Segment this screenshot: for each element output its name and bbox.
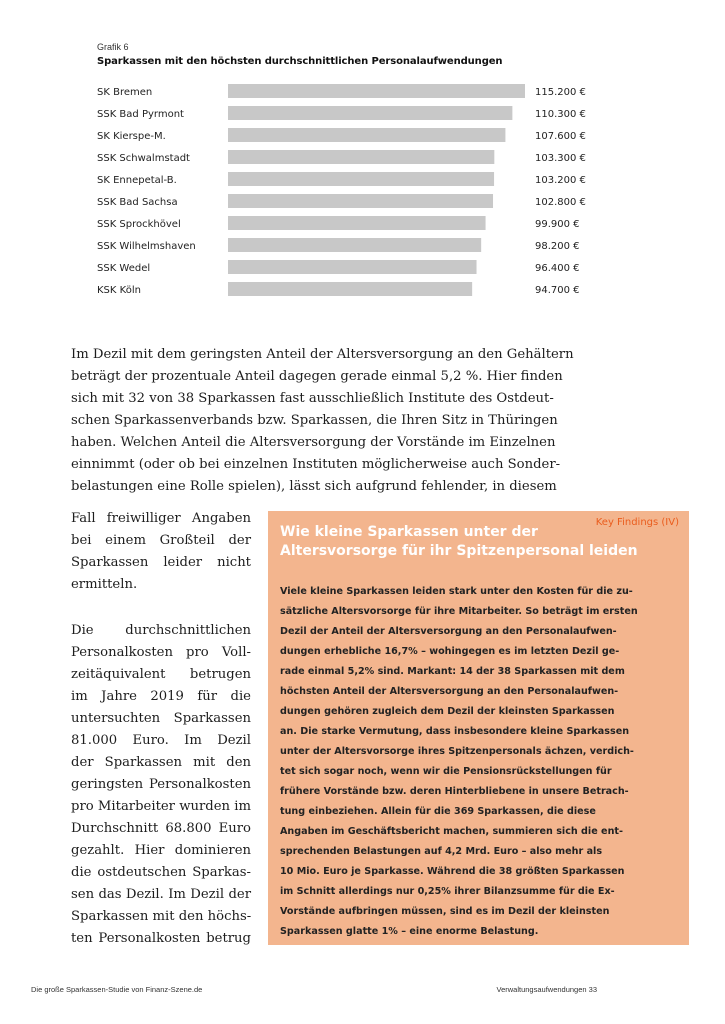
body-line: Sparkassen glatte 1% – eine enorme Belastung. — [280, 926, 539, 937]
value-label: 99.900 € — [535, 219, 580, 230]
bar — [228, 238, 481, 252]
category-label: SSK Wilhelmshaven — [97, 241, 196, 252]
text-line: die ostdeutschen Sparkas- — [71, 865, 251, 880]
bar — [228, 172, 494, 186]
category-label: SSK Sprockhövel — [97, 219, 181, 230]
category-label: SK Ennepetal-B. — [97, 175, 177, 186]
text-line: belastungen eine Rolle spielen), lässt sich aufgrund fehlender, in diesem — [71, 479, 557, 494]
body-line: 10 Mio. Euro je Sparkasse. Während die 38 größten Sparkassen — [280, 866, 625, 877]
bar — [228, 216, 486, 230]
text-line: Fall freiwilliger Angaben — [71, 511, 251, 526]
body-line: tung einbeziehen. Allein für die 369 Sparkassen, die diese — [280, 806, 596, 817]
bar-chart — [90, 80, 610, 310]
paragraph-intro — [71, 344, 581, 498]
bar — [228, 84, 525, 98]
category-label: SSK Bad Sachsa — [97, 197, 178, 208]
value-label: 115.200 € — [535, 87, 586, 98]
body-line: an. Die starke Vermutung, dass insbesondere kleine Sparkassen — [280, 726, 630, 737]
body-line: frühere Vorstände bzw. deren Hinterbliebene in unsere Betrach- — [280, 786, 629, 797]
text-line: Im Dezil mit dem geringsten Anteil der Altersversorgung an den Gehältern — [71, 347, 574, 362]
category-label: SSK Bad Pyrmont — [97, 109, 184, 120]
bar — [228, 194, 493, 208]
category-label: SK Bremen — [97, 87, 153, 98]
heading-line: Wie kleine Sparkassen unter der — [280, 524, 538, 540]
value-label: 98.200 € — [535, 241, 580, 252]
key-findings-box — [268, 511, 689, 945]
footer-section-page: Verwaltungsaufwendungen 33 — [496, 985, 597, 994]
footer-publication: Die große Sparkassen-Studie von Finanz-Szene.de — [31, 985, 203, 994]
text-line: ten Personalkosten betrug — [71, 931, 251, 946]
text-line: einnimmt (oder ob bei einzelnen Instituten möglicherweise auch Sonder- — [71, 457, 561, 472]
text-line: im Jahre 2019 für die — [71, 689, 251, 704]
paragraph-column-2 — [71, 620, 251, 950]
text-line: Die durchschnittlichen — [71, 623, 251, 638]
text-line: zeitäquivalent betrugen — [71, 667, 251, 682]
value-label: 107.600 € — [535, 131, 586, 142]
body-line: sprechenden Belastungen auf 4,2 Mrd. Euro – also mehr als — [280, 846, 603, 857]
text-line: Sparkassen leider nicht — [71, 555, 251, 570]
body-line: dungen erhebliche 16,7% – wohingegen es im letzten Dezil ge- — [280, 646, 620, 657]
text-line: geringsten Personalkosten — [71, 777, 251, 792]
body-line: Viele kleine Sparkassen leiden stark unter den Kosten für die zu- — [280, 586, 633, 597]
text-line: sen das Dezil. Im Dezil der — [71, 887, 251, 902]
body-line: Dezil der Anteil der Altersversorgung an den Personalaufwen- — [280, 626, 617, 637]
text-line: Personalkosten pro Voll- — [71, 645, 251, 660]
text-line: gezahlt. Hier dominieren — [71, 843, 251, 858]
text-line: haben. Welchen Anteil die Altersversorgung der Vorstände im Einzelnen — [71, 435, 556, 450]
key-findings-tag: Key Findings (IV) — [595, 517, 679, 528]
key-findings-text — [280, 582, 638, 942]
category-label: KSK Köln — [97, 285, 141, 296]
figure-label: Grafik 6 — [97, 42, 129, 52]
text-line: untersuchten Sparkassen — [71, 711, 251, 726]
bar — [228, 106, 512, 120]
body-line: tet sich sogar noch, wenn wir die Pensionsrückstellungen für — [280, 766, 612, 777]
body-line: rade einmal 5,2% sind. Markant: 14 der 38 Sparkassen mit dem — [280, 666, 625, 677]
body-line: Vorstände aufbringen müssen, sind es im Dezil der kleinsten — [280, 906, 610, 917]
body-line: unter der Altersvorsorge ihres Spitzenpersonals ächzen, verdich- — [280, 746, 634, 757]
text-line: Sparkassen mit den höchs- — [71, 909, 252, 924]
bar — [228, 282, 472, 296]
text-line: 81.000 Euro. Im Dezil — [71, 733, 251, 748]
text-line: ermitteln. — [71, 577, 138, 592]
heading-line: Altersvorsorge für ihr Spitzenpersonal leiden — [280, 543, 638, 559]
text-line: bei einem Großteil der — [71, 533, 251, 548]
value-label: 94.700 € — [535, 285, 580, 296]
text-line: pro Mitarbeiter wurden im — [71, 799, 251, 814]
body-line: Angaben im Geschäftsbericht machen, summieren sich die ent- — [280, 826, 623, 837]
bar — [228, 128, 505, 142]
value-label: 96.400 € — [535, 263, 580, 274]
text-line: Durchschnitt 68.800 Euro — [71, 821, 251, 836]
text-line: der Sparkassen mit den — [71, 755, 251, 770]
body-line: höchsten Anteil der Altersversorgung an den Personalaufwen- — [280, 686, 619, 697]
bar — [228, 150, 494, 164]
value-label: 110.300 € — [535, 109, 586, 120]
value-label: 103.300 € — [535, 153, 586, 164]
text-line: schen Sparkassenverbands bzw. Sparkassen, die Ihren Sitz in Thüringen — [71, 413, 558, 428]
text-line: sich mit 32 von 38 Sparkassen fast ausschließlich Institute des Ostdeut- — [71, 391, 554, 406]
key-findings-heading — [280, 523, 650, 561]
figure-title: Sparkassen mit den höchsten durchschnittlichen Personalaufwendungen — [97, 56, 503, 67]
bar — [228, 260, 477, 274]
text-line: beträgt der prozentuale Anteil dagegen gerade einmal 5,2 %. Hier finden — [71, 369, 563, 384]
category-label: SK Kierspe-M. — [97, 131, 166, 142]
value-label: 103.200 € — [535, 175, 586, 186]
body-line: im Schnitt allerdings nur 0,25% ihrer Bilanzsumme für die Ex- — [280, 886, 615, 897]
body-line: dungen gehören zugleich dem Dezil der kleinsten Sparkassen — [280, 706, 615, 717]
category-label: SSK Schwalmstadt — [97, 153, 190, 164]
paragraph-column-1 — [71, 508, 251, 596]
body-line: sätzliche Altersvorsorge für ihre Mitarbeiter. So beträgt im ersten — [280, 606, 638, 617]
category-label: SSK Wedel — [97, 263, 151, 274]
value-label: 102.800 € — [535, 197, 586, 208]
